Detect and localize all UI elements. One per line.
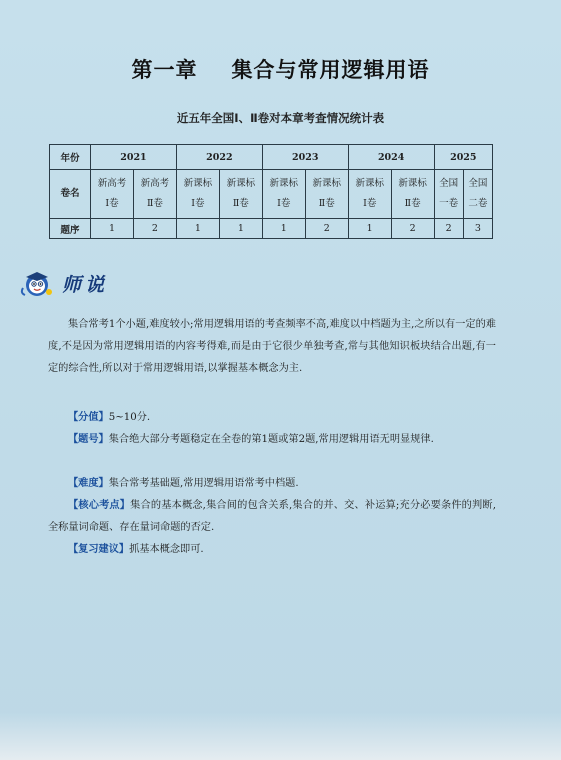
chapter-name: 集合与常用逻辑用语 — [231, 58, 430, 82]
order-cell: 2 — [305, 219, 348, 239]
item-score — [48, 407, 496, 429]
paper-cell — [305, 170, 348, 219]
paper-line1: 新课标 — [226, 178, 256, 189]
item-tag: 【分值】 — [68, 412, 109, 423]
paper-line1: 新课标 — [355, 178, 384, 189]
order-cell: 1 — [262, 219, 305, 239]
order-cell: 2 — [434, 219, 463, 239]
year-cell: 2022 — [176, 145, 262, 170]
paper-line2: 二卷 — [468, 198, 488, 209]
year-cell: 2024 — [348, 145, 434, 170]
item-question-number — [48, 429, 496, 451]
exam-statistics-table — [49, 144, 493, 239]
order-cell: 1 — [219, 219, 262, 239]
chapter-number: 第一章 — [131, 58, 198, 82]
paper-line1: 新课标 — [183, 178, 213, 189]
paper-line1: 新课标 — [269, 178, 299, 189]
paper-cell — [434, 170, 463, 219]
table-row-year — [50, 145, 493, 170]
paper-line2: Ⅱ卷 — [232, 198, 249, 209]
paper-cell — [348, 170, 391, 219]
table-row-order — [50, 219, 493, 239]
paper-line2: 一卷 — [439, 198, 459, 209]
paper-cell — [391, 170, 434, 219]
paper-line1: 新高考 — [140, 178, 170, 189]
show-through-text — [200, 30, 203, 41]
item-review-advice — [48, 539, 496, 561]
paper-line2: Ⅱ卷 — [404, 198, 421, 209]
item-tag: 【复习建议】 — [68, 544, 130, 555]
paper-line1: 全国 — [468, 178, 488, 189]
paper-line1: 新课标 — [398, 178, 427, 189]
paper-line2: Ⅰ卷 — [191, 198, 205, 209]
paper-cell — [91, 170, 134, 219]
paper-cell — [262, 170, 305, 219]
order-cell: 2 — [391, 219, 434, 239]
table-caption: 近五年全国Ⅰ、Ⅱ卷对本章考查情况统计表 — [176, 111, 385, 125]
table-row-paper — [50, 170, 493, 219]
item-text: 5~10分. — [108, 412, 151, 423]
paper-cell — [219, 170, 262, 219]
item-text: 抓基本概念即可. — [129, 544, 204, 555]
paper-line2: Ⅰ卷 — [363, 198, 377, 209]
paper-line2: Ⅰ卷 — [277, 198, 291, 209]
row-label-year: 年份 — [50, 145, 91, 170]
paper-cell — [463, 170, 492, 219]
paper-line1: 新高考 — [97, 178, 127, 189]
row-label-order: 题序 — [50, 219, 91, 239]
year-cell: 2021 — [91, 145, 177, 170]
paper-line1: 全国 — [439, 178, 459, 189]
teacher-mascot-icon — [20, 268, 54, 298]
section-title: 师说 — [62, 274, 109, 296]
intro-paragraph: 集合常考1个小题,难度较小;常用逻辑用语的考查频率不高,难度以中档题为主,之所以有一定的难度,不是因为常用逻辑用语的内容考得难,而是由于它很少单独考查,常与其他知识板块结合出题,有一定的综合性,所以对于常用逻辑用语,以掌握基本概念为主. — [48, 319, 496, 374]
item-text: 集合的基本概念,集合间的包含关系,集合的并、交、补运算;充分必要条件的判断,全称量词命题、存在量词命题的否定. — [48, 500, 496, 533]
item-core-points — [48, 495, 496, 539]
year-cell: 2025 — [434, 145, 492, 170]
page-bottom-edge — [0, 712, 561, 760]
order-cell: 2 — [133, 219, 176, 239]
paper-line2: Ⅰ卷 — [105, 198, 119, 209]
order-cell: 1 — [91, 219, 134, 239]
row-label-paper: 卷名 — [50, 170, 91, 219]
paper-line1: 新课标 — [312, 178, 341, 189]
paper-cell — [133, 170, 176, 219]
item-difficulty — [48, 473, 496, 495]
order-cell: 1 — [348, 219, 391, 239]
order-cell: 1 — [176, 219, 219, 239]
item-tag: 【难度】 — [68, 478, 109, 489]
order-cell: 3 — [463, 219, 492, 239]
year-cell: 2023 — [262, 145, 348, 170]
item-tag: 【核心考点】 — [68, 500, 131, 511]
item-tag: 【题号】 — [68, 434, 109, 445]
paper-line2: Ⅱ卷 — [318, 198, 335, 209]
item-text: 集合绝大部分考题稳定在全卷的第1题或第2题,常用逻辑用语无明显规律. — [108, 434, 434, 445]
paper-line2: Ⅱ卷 — [146, 198, 163, 209]
chapter-title — [0, 54, 561, 84]
item-text: 集合常考基础题,常用逻辑用语常考中档题. — [108, 478, 299, 489]
paper-cell — [176, 170, 219, 219]
